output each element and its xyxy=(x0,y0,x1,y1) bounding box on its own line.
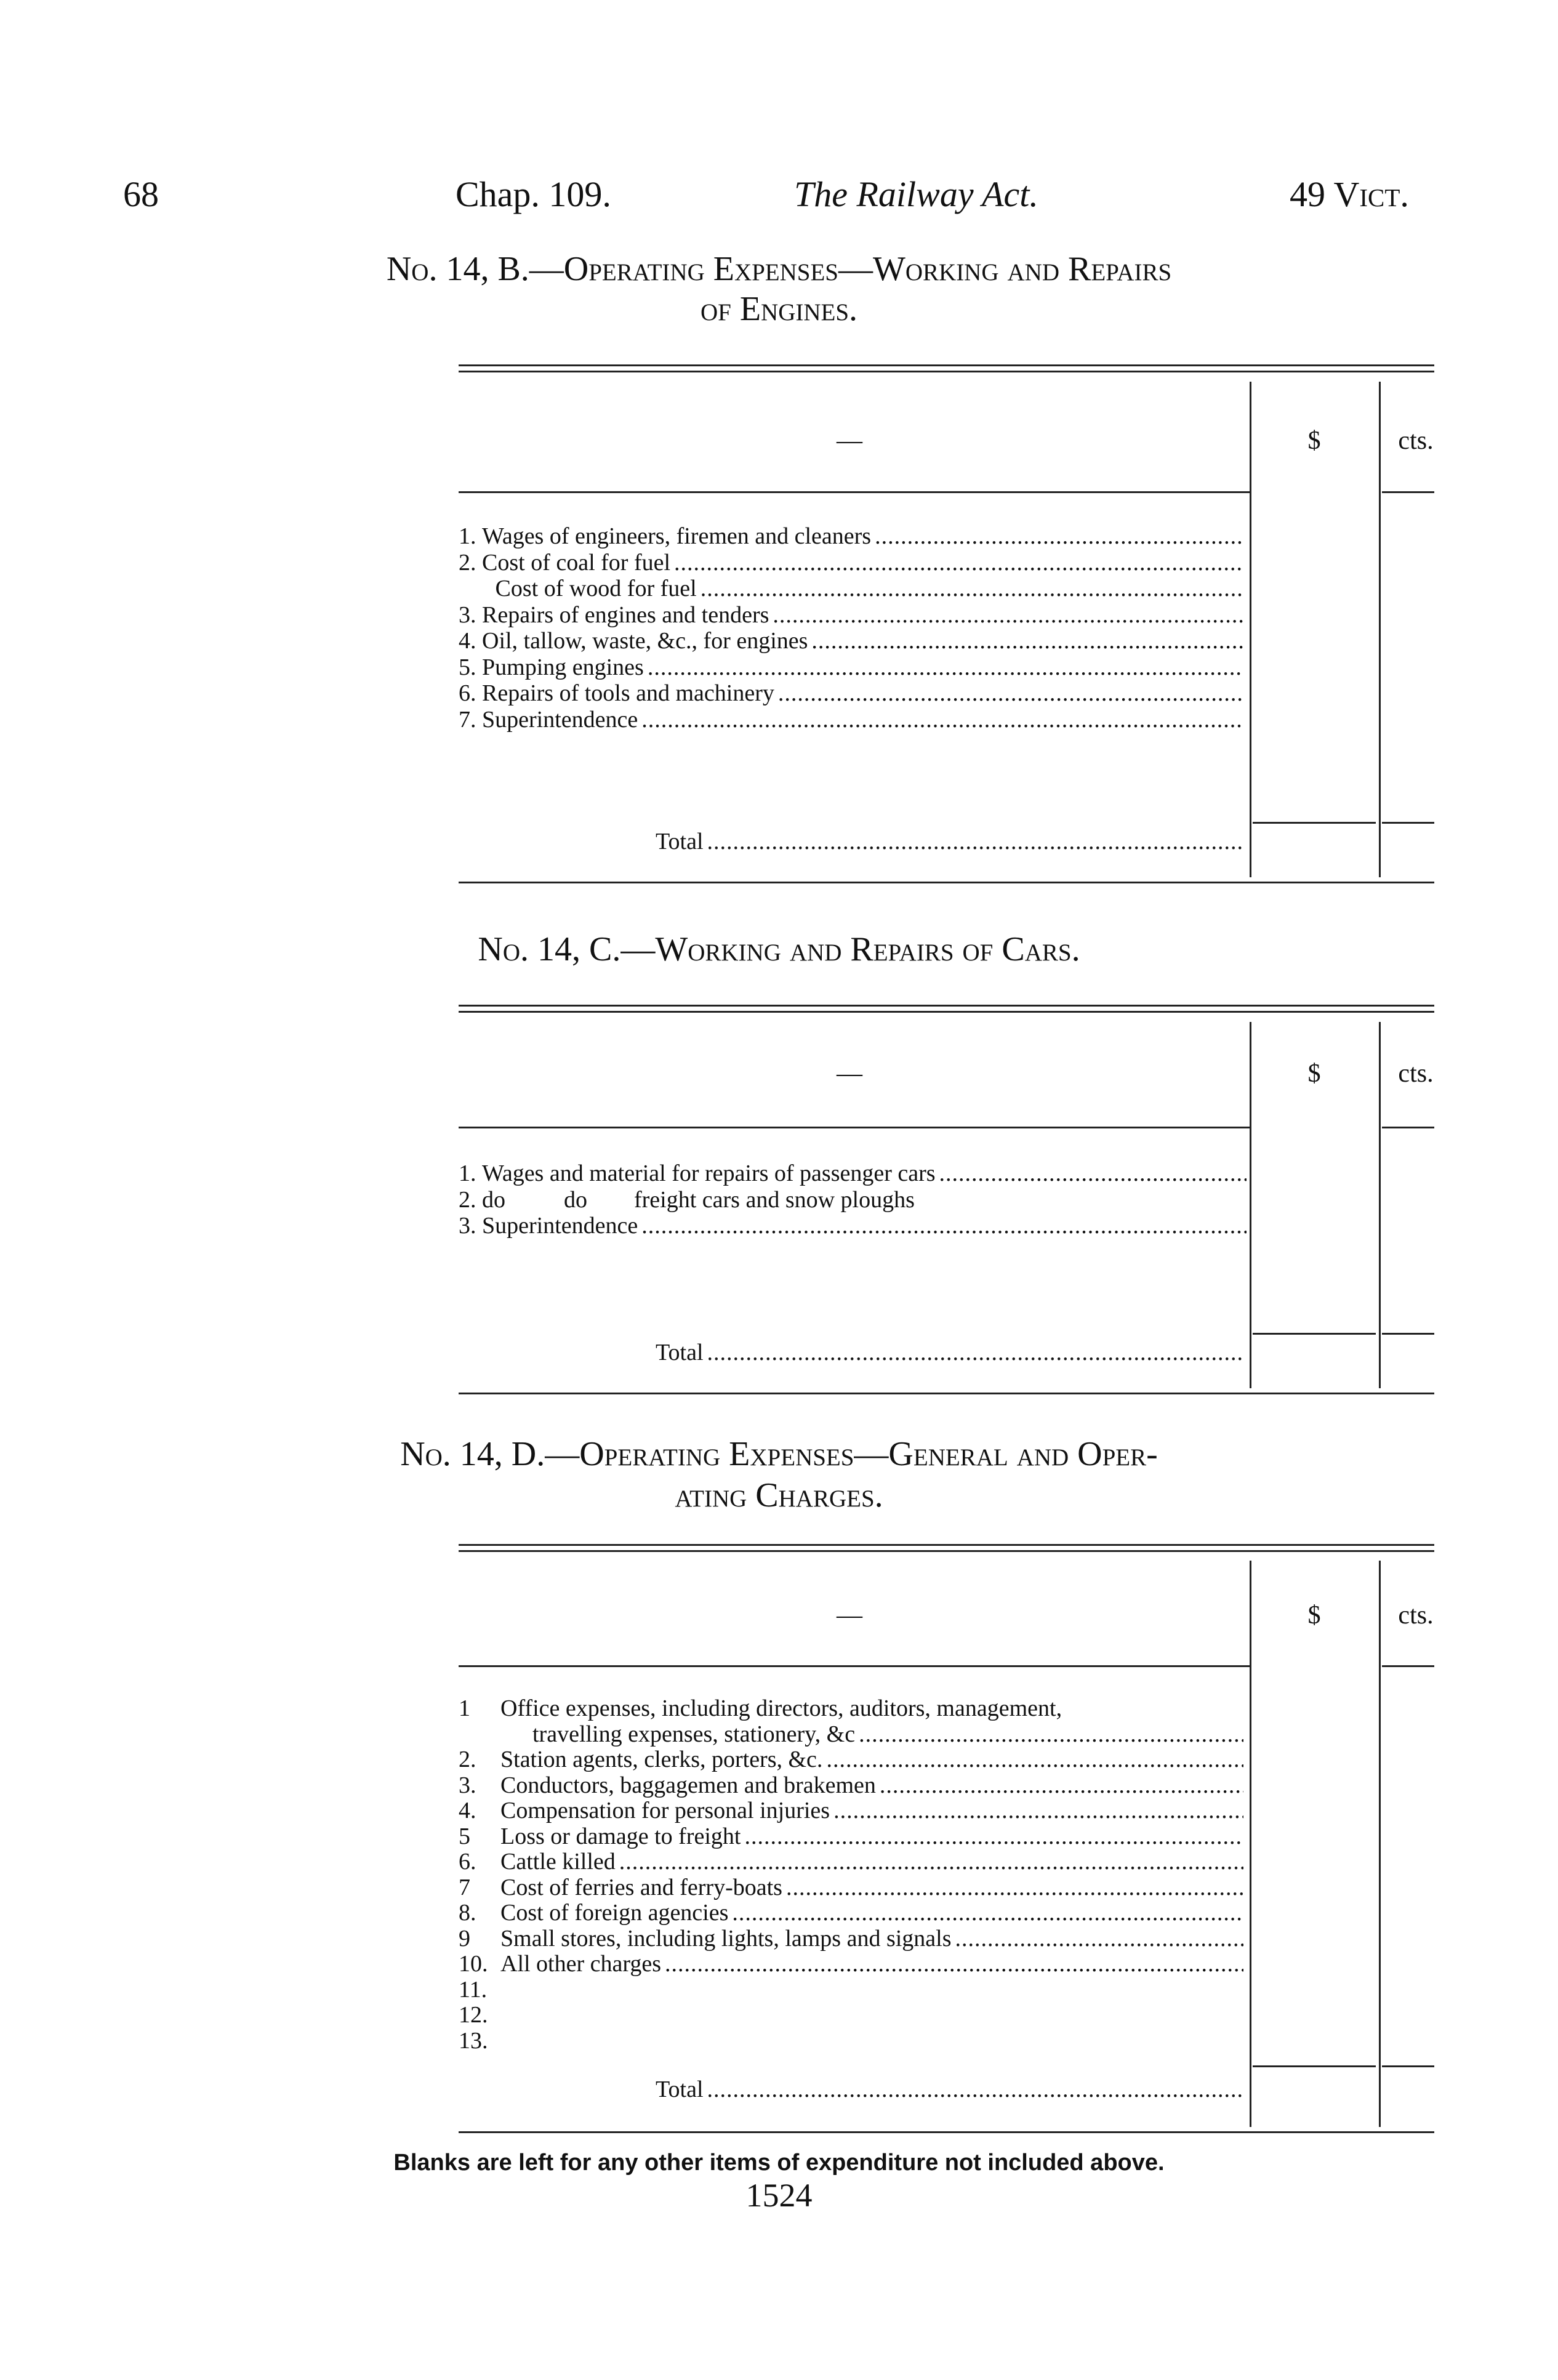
table-b-title: No. 14, B.—Operating Expenses—Working and Repairs xyxy=(386,250,1172,288)
table-row: 1. Wages of engineers, firemen and cleaners ..... xyxy=(459,523,1243,550)
folio-number: 1524 xyxy=(745,2177,813,2214)
table-b-col-divider-2 xyxy=(1379,382,1381,877)
table-row: 5. Pumping engines ..... xyxy=(459,654,1243,681)
table-c-total-rule-cents xyxy=(1382,1333,1434,1335)
table-b-top-rule xyxy=(459,364,1434,366)
table-b-bottom-rule xyxy=(459,882,1434,883)
table-d-header-rule-cents xyxy=(1382,1665,1434,1667)
table-row: 6. Cattle killed ..... xyxy=(459,1849,1243,1875)
table-c-header-rule xyxy=(459,1127,1250,1128)
table-c-top-rule xyxy=(459,1005,1434,1007)
table-row: 2. do do freight cars and snow ploughs xyxy=(459,1186,915,1213)
table-row: 13. xyxy=(459,2027,488,2054)
table-row: 3. Superintendence ..... xyxy=(459,1213,1247,1239)
table-row: 12. xyxy=(459,2002,488,2028)
table-d-col-divider-1 xyxy=(1250,1561,1251,2127)
table-row: 1 Office expenses, including directors, auditors, management, xyxy=(459,1696,1062,1721)
table-b-dollars-header: $ xyxy=(1307,427,1321,455)
table-row: 2. Cost of coal for fuel ..... xyxy=(459,550,1243,576)
table-c-description-header: — xyxy=(837,1059,862,1088)
table-b-cents-header: cts. xyxy=(1398,427,1434,455)
table-d-description-header: — xyxy=(837,1601,862,1630)
table-d-bottom-rule xyxy=(459,2131,1434,2133)
table-c-cents-header: cts. xyxy=(1398,1059,1434,1088)
table-row: 4. Oil, tallow, waste, &c., for engines ..... xyxy=(459,628,1243,654)
table-c-rows xyxy=(459,1160,1247,1239)
table-row: Cost of wood for fuel ..... xyxy=(459,576,1243,602)
table-b-title-cont: of Engines. xyxy=(700,290,858,328)
table-b-header-rule-cents xyxy=(1382,491,1434,493)
table-row: 7 Cost of ferries and ferry-boats ..... xyxy=(459,1875,1243,1901)
table-b-total: Total ..... xyxy=(656,828,1243,855)
page-number: 68 xyxy=(123,174,159,214)
table-d-top-rule xyxy=(459,1544,1434,1546)
table-b-header-rule xyxy=(459,491,1250,493)
table-d-rows xyxy=(459,1696,1243,2054)
table-d-title: No. 14, D.—Operating Expenses—General and Oper- xyxy=(400,1435,1158,1473)
act-title: The Railway Act. xyxy=(794,174,1038,214)
table-d-dollars-header: $ xyxy=(1307,1601,1321,1630)
table-row: 10. All other charges ..... xyxy=(459,1952,1243,1977)
table-d-cents-header: cts. xyxy=(1398,1601,1434,1630)
table-d-header-rule xyxy=(459,1665,1250,1667)
table-row: 4. Compensation for personal injuries ..... xyxy=(459,1798,1243,1824)
table-c-col-divider-2 xyxy=(1379,1022,1381,1388)
table-d-title-cont: ating Charges. xyxy=(675,1476,883,1514)
table-d-top-rule-2 xyxy=(459,1550,1434,1552)
table-row: 6. Repairs of tools and machinery ..... xyxy=(459,680,1243,707)
table-d-col-divider-2 xyxy=(1379,1561,1381,2127)
table-b-rows xyxy=(459,523,1243,733)
table-b-col-divider-1 xyxy=(1250,382,1251,877)
table-c-total: Total ..... xyxy=(656,1339,1243,1366)
table-row: 1. Wages and material for repairs of passenger cars ..... xyxy=(459,1160,1247,1187)
table-row: 7. Superintendence ..... xyxy=(459,707,1243,733)
table-d-total: Total ..... xyxy=(656,2076,1243,2103)
table-row: 11. xyxy=(459,1976,488,2003)
table-row: 3. Repairs of engines and tenders ..... xyxy=(459,602,1243,629)
table-row: travelling expenses, stationery, &c ..... xyxy=(459,1722,1243,1748)
table-c-top-rule-2 xyxy=(459,1011,1434,1013)
table-row: 2. Station agents, clerks, porters, &c. ..... xyxy=(459,1747,1243,1773)
table-row: 5 Loss or damage to freight ..... xyxy=(459,1824,1243,1850)
table-d-total-rule-dollars xyxy=(1253,2065,1376,2067)
table-row: 3. Conductors, baggagemen and brakemen ..... xyxy=(459,1773,1243,1799)
footnote: Blanks are left for any other items of expenditure not included above. xyxy=(393,2150,1165,2176)
table-row: 9 Small stores, including lights, lamps and signals ..... xyxy=(459,1926,1243,1952)
table-c-bottom-rule xyxy=(459,1393,1434,1394)
table-c-header-rule-cents xyxy=(1382,1127,1434,1128)
table-d-total-rule-cents xyxy=(1382,2065,1434,2067)
regnal-year: 49 Vict. xyxy=(1290,174,1409,214)
chapter-label: Chap. 109. xyxy=(456,174,611,214)
table-row: 8. Cost of foreign agencies ..... xyxy=(459,1900,1243,1926)
table-b-total-rule-dollars xyxy=(1253,822,1376,824)
table-c-col-divider-1 xyxy=(1250,1022,1251,1388)
table-b-top-rule-2 xyxy=(459,371,1434,372)
table-b-total-rule-cents xyxy=(1382,822,1434,824)
table-c-total-rule-dollars xyxy=(1253,1333,1376,1335)
table-b-description-header: — xyxy=(837,427,862,455)
table-c-dollars-header: $ xyxy=(1307,1059,1321,1088)
table-c-title: No. 14, C.—Working and Repairs of Cars. xyxy=(478,930,1080,968)
